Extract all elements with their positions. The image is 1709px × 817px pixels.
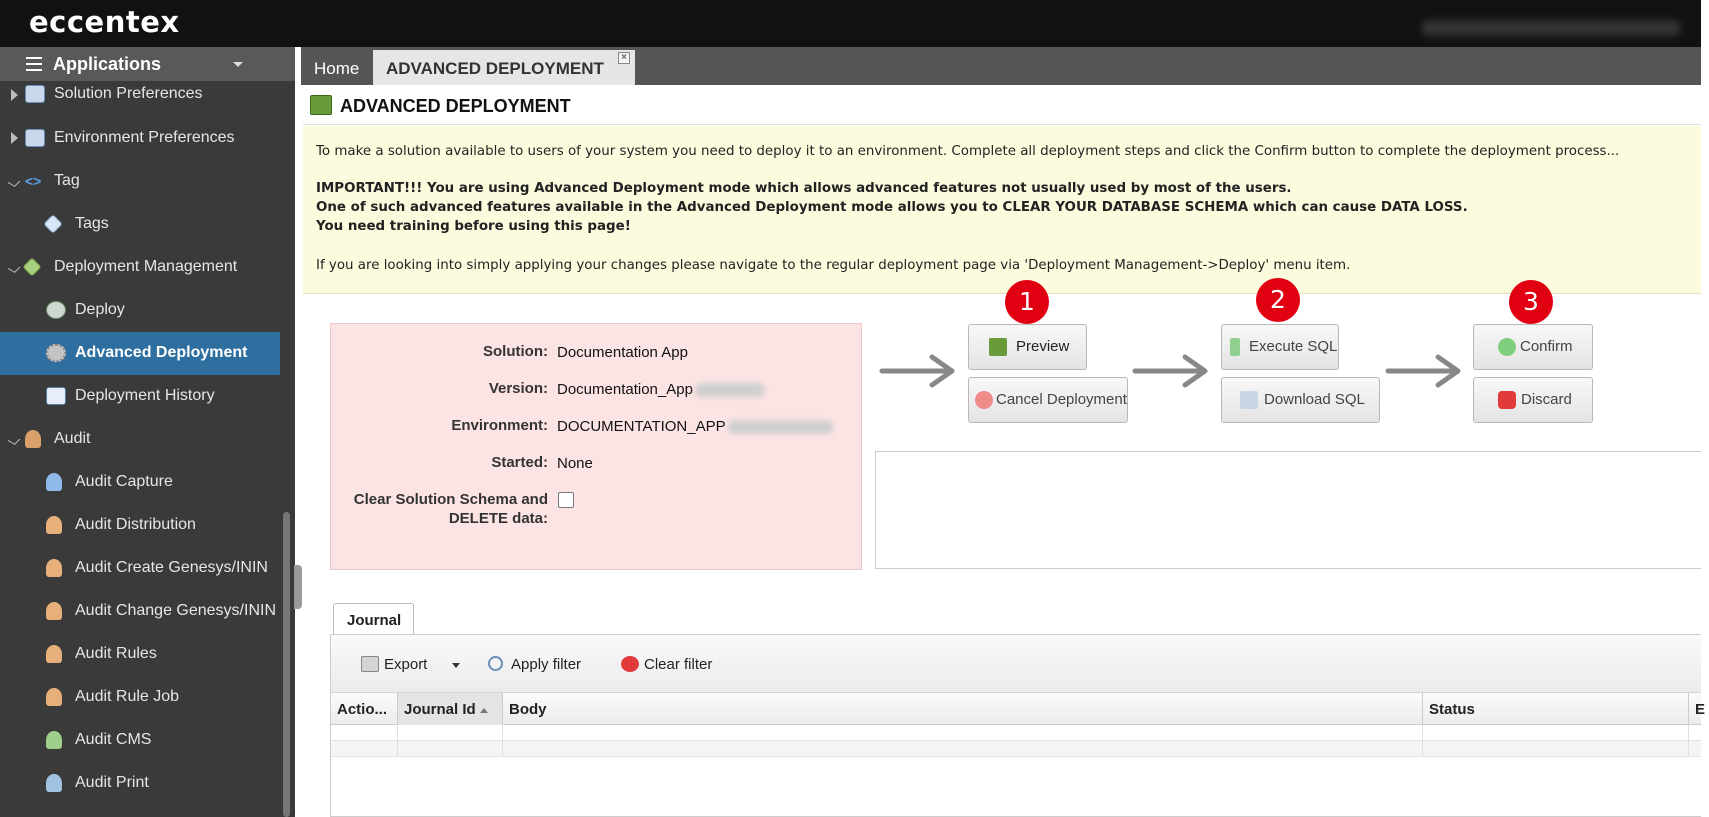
tab-label: ADVANCED DEPLOYMENT — [386, 59, 604, 78]
sidebar-item-label: Solution Preferences — [54, 85, 203, 102]
applications-label: Applications — [53, 54, 162, 74]
deployment-form — [330, 323, 862, 570]
sidebar-item-audit-distribution[interactable] — [0, 504, 280, 547]
collapse-arrow-icon[interactable] — [8, 177, 21, 187]
column-header-body[interactable]: Body — [503, 693, 1423, 725]
sidebar-item-deploy[interactable] — [0, 289, 280, 332]
sidebar-item-audit-cms[interactable] — [0, 719, 280, 762]
sidebar-item-audit[interactable] — [0, 418, 280, 461]
warning-text: You need training before using this page! — [316, 219, 631, 234]
sidebar-scrollbar[interactable] — [283, 512, 290, 817]
clear-schema-label-line1: Clear Solution Schema and — [353, 491, 548, 508]
started-label: Started: — [491, 454, 548, 471]
sidebar-item-audit-print[interactable] — [0, 762, 280, 805]
solution-label: Solution: — [483, 343, 548, 360]
sidebar-item-audit-capture[interactable] — [0, 461, 280, 504]
apply-filter-label: Apply filter — [511, 656, 582, 673]
sidebar-item-label: Tags — [75, 215, 109, 232]
user-icon — [46, 473, 62, 491]
info-panel — [303, 126, 1701, 294]
gear-icon — [46, 344, 66, 362]
clear-schema-checkbox[interactable] — [558, 492, 574, 508]
expand-arrow-icon[interactable] — [11, 132, 18, 144]
warning-text: One of such advanced features available in the Advanced Deployment mode allows you to CLEAR YOUR DATABASE SCHEMA which can cause DATA LOSS. — [316, 200, 1468, 215]
cancel-deployment-button[interactable] — [968, 377, 1128, 423]
user-icon — [46, 645, 62, 663]
user-info-redacted[interactable] — [1421, 20, 1681, 36]
preferences-icon — [25, 85, 45, 103]
step-badge-1: 1 — [1005, 280, 1049, 324]
table-cell — [1423, 725, 1689, 741]
warning-text: IMPORTANT!!! You are using Advanced Deployment mode which allows advanced features not usually used by most of the users. — [316, 181, 1292, 196]
close-icon[interactable]: × — [618, 52, 630, 64]
sidebar-item-environment-preferences[interactable] — [0, 117, 280, 160]
solution-value: Documentation App — [557, 344, 688, 361]
user-icon — [46, 559, 62, 577]
sidebar-item-audit-change-genesys[interactable] — [0, 590, 280, 633]
search-icon — [488, 656, 503, 671]
execute-sql-button[interactable] — [1221, 324, 1339, 370]
check-icon — [1498, 338, 1516, 356]
sidebar-item-tag[interactable] — [0, 160, 280, 203]
confirm-button[interactable] — [1473, 324, 1593, 370]
table-cell — [503, 725, 1423, 741]
environment-value-wrap — [557, 418, 833, 435]
redacted-text — [695, 383, 765, 397]
hamburger-icon — [26, 57, 42, 71]
download-icon — [1240, 391, 1258, 409]
cancel-icon — [975, 391, 993, 409]
step-arrow-icon — [1133, 353, 1213, 389]
sidebar-item-label: Audit Capture — [75, 473, 173, 490]
table-cell — [503, 741, 1423, 757]
confirm-label: Confirm — [1520, 338, 1573, 355]
step-arrow-icon — [880, 353, 960, 389]
table-cell — [1423, 741, 1689, 757]
chevron-down-icon[interactable] — [452, 663, 460, 668]
table-cell — [398, 741, 503, 757]
user-icon — [46, 731, 62, 749]
sidebar-item-label: Audit — [54, 430, 91, 447]
journal-table-header — [331, 693, 1706, 725]
sidebar-item-label: Audit Distribution — [75, 516, 196, 533]
sidebar-menu — [0, 81, 280, 805]
column-header-actions[interactable]: Actio... — [331, 693, 398, 725]
sidebar-item-audit-rule-job[interactable] — [0, 676, 280, 719]
tab-advanced-deployment[interactable] — [373, 50, 635, 85]
tab-journal[interactable]: Journal — [333, 603, 414, 635]
export-icon — [361, 656, 379, 672]
brand-logo[interactable]: eccentex — [29, 5, 180, 39]
close-icon — [1498, 391, 1516, 409]
version-value-wrap — [557, 381, 765, 398]
step-badge-3: 3 — [1509, 280, 1553, 324]
discard-label: Discard — [1521, 391, 1572, 408]
step-badge-2: 2 — [1256, 278, 1300, 322]
clear-filter-label: Clear filter — [644, 656, 713, 673]
deploy-icon — [46, 301, 66, 319]
clear-schema-label-line2: DELETE data: — [448, 510, 548, 527]
info-text: To make a solution available to users of your system you need to deploy it to an environment. Complete all deployment steps and click the Confirm button to complete the deployment process... — [316, 144, 1620, 159]
sidebar-item-label: Environment Preferences — [54, 129, 235, 146]
export-label: Export — [384, 656, 428, 673]
top-bar — [0, 0, 1701, 47]
sidebar-item-label: Advanced Deployment — [75, 344, 248, 361]
clear-schema-label — [354, 490, 548, 528]
collapse-arrow-icon[interactable] — [8, 435, 21, 445]
redacted-text — [728, 420, 833, 434]
discard-button[interactable] — [1473, 377, 1593, 423]
page-title: ADVANCED DEPLOYMENT — [340, 96, 571, 116]
sidebar-item-deployment-history[interactable] — [0, 375, 280, 418]
started-value: None — [557, 455, 593, 472]
table-row[interactable] — [331, 741, 1701, 757]
user-icon — [46, 774, 62, 792]
sidebar-item-label: Audit Print — [75, 774, 149, 791]
sidebar-item-tags[interactable] — [0, 203, 280, 246]
deployment-icon — [310, 95, 332, 115]
chevron-down-icon — [233, 62, 243, 67]
version-label: Version: — [488, 380, 548, 397]
sidebar-item-advanced-deployment[interactable] — [0, 332, 280, 375]
page-header — [303, 87, 1701, 125]
applications-menu-button[interactable] — [0, 47, 295, 81]
sidebar-item-label: Audit Rule Job — [75, 688, 180, 705]
expand-arrow-icon[interactable] — [11, 89, 18, 101]
deployment-log-area[interactable] — [875, 451, 1701, 569]
sidebar-collapse-handle[interactable] — [294, 565, 302, 609]
column-header-label: Journal Id — [404, 701, 476, 718]
user-icon — [46, 516, 62, 534]
sidebar-item-label: Deployment History — [75, 387, 215, 404]
arrow-down-icon — [1230, 338, 1240, 356]
sidebar-item-label: Audit Rules — [75, 645, 157, 662]
code-icon: <> — [25, 173, 42, 189]
journal-section — [330, 603, 1706, 817]
tab-home[interactable]: Home — [301, 50, 372, 85]
sidebar-item-label: Deploy — [75, 301, 125, 318]
preview-label: Preview — [1016, 338, 1070, 355]
preferences-icon — [25, 129, 45, 147]
sidebar-item-audit-rules[interactable] — [0, 633, 280, 676]
auditor-icon — [25, 430, 41, 448]
table-cell — [331, 725, 398, 741]
download-sql-button[interactable] — [1221, 377, 1380, 423]
version-value: Documentation_App — [557, 381, 693, 398]
download-sql-label: Download SQL — [1264, 391, 1365, 408]
sidebar-item-solution-preferences[interactable] — [0, 77, 280, 117]
user-icon — [46, 602, 62, 620]
sidebar-item-label: Audit Change Genesys/ININ — [75, 602, 276, 619]
sidebar-item-label: Audit Create Genesys/ININ — [75, 559, 268, 576]
tag-icon — [43, 214, 63, 234]
sidebar-item-label: Deployment Management — [54, 258, 238, 275]
close-icon — [621, 656, 639, 672]
environment-label: Environment: — [451, 417, 548, 434]
book-icon — [46, 387, 66, 405]
table-cell — [331, 741, 398, 757]
table-cell — [398, 725, 503, 741]
column-header-e[interactable]: E — [1695, 701, 1706, 718]
sidebar-item-deployment-management[interactable] — [0, 246, 280, 289]
info-text: If you are looking into simply applying your changes please navigate to the regular deployment page via 'Deployment Management->Deploy' menu item. — [316, 258, 1351, 273]
preview-button[interactable] — [968, 324, 1087, 370]
tab-bar — [301, 47, 1701, 85]
user-icon — [46, 688, 62, 706]
column-header-status[interactable]: Status — [1423, 693, 1689, 725]
journal-panel — [330, 634, 1706, 817]
sidebar — [0, 47, 295, 817]
table-row[interactable] — [331, 725, 1701, 741]
environment-value: DOCUMENTATION_APP — [557, 418, 726, 435]
sidebar-item-label: Audit CMS — [75, 731, 152, 748]
tag-icon — [22, 257, 42, 277]
collapse-arrow-icon[interactable] — [8, 263, 21, 273]
column-header-journal-id[interactable] — [398, 693, 503, 725]
cancel-deployment-label: Cancel Deployment — [996, 391, 1127, 408]
sidebar-item-audit-create-genesys[interactable] — [0, 547, 280, 590]
sort-asc-icon — [480, 708, 488, 713]
execute-sql-label: Execute SQL — [1249, 338, 1338, 355]
journal-toolbar — [331, 635, 1701, 693]
deploy-icon — [989, 338, 1007, 356]
sidebar-item-label: Tag — [54, 172, 80, 189]
step-arrow-icon — [1386, 353, 1466, 389]
